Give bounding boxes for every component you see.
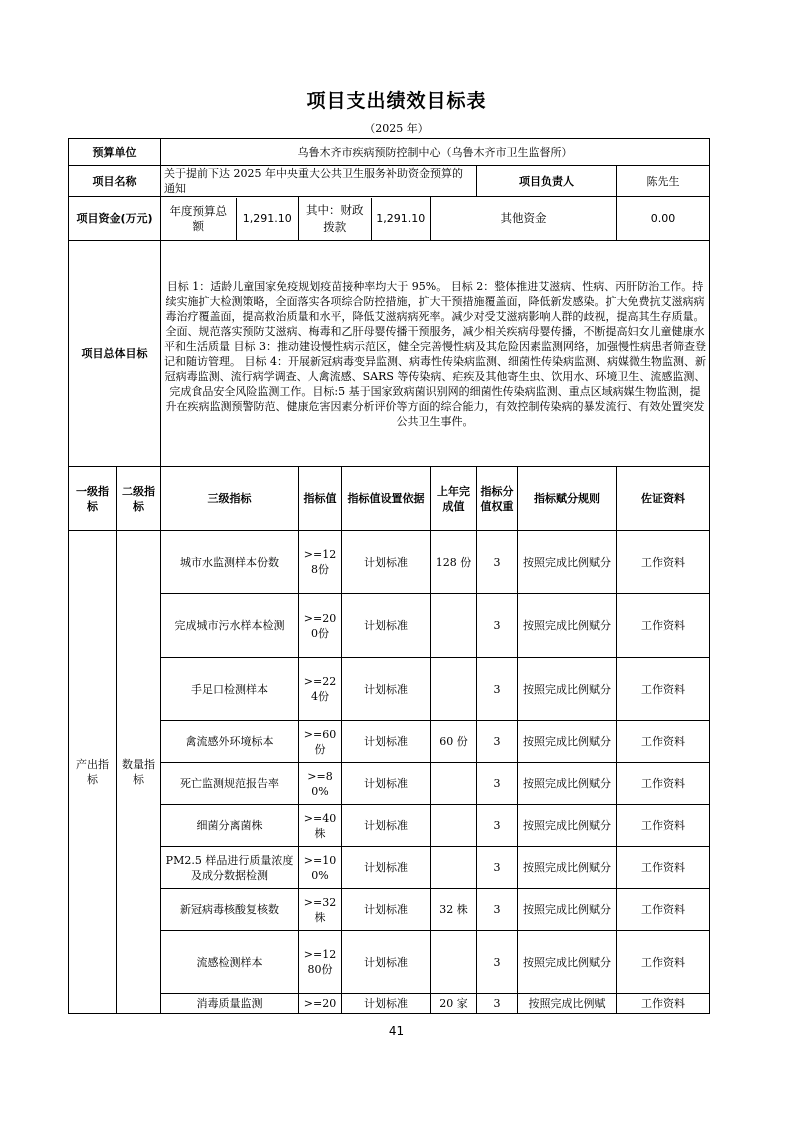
indicator-last-year (431, 805, 477, 847)
indicator-name: 细菌分离菌株 (161, 805, 299, 847)
indicator-last-year (431, 658, 477, 721)
indicator-rule: 按照完成比例赋分 (518, 594, 617, 658)
fiscal-label: 其中：财政拨款 (306, 202, 364, 234)
page-title: 项目支出绩效目标表 (306, 90, 487, 112)
table-row (69, 658, 710, 721)
header-rule: 指标赋分规则 (518, 467, 617, 531)
indicator-evidence: 工作资料 (617, 721, 710, 763)
indicator-evidence: 工作资料 (617, 594, 710, 658)
indicator-value: >=200份 (299, 594, 342, 658)
indicator-basis: 计划标准 (342, 594, 431, 658)
project-name-label: 项目名称 (69, 166, 161, 197)
goal-label: 项目总体目标 (69, 241, 161, 467)
table-row (69, 594, 710, 658)
unit-value: 乌鲁木齐市疾病预防控制中心（乌鲁木齐市卫生监督所） (161, 139, 710, 166)
year-label: （2025 年） (364, 122, 429, 135)
indicator-last-year (431, 847, 477, 889)
indicator-evidence: 工作资料 (617, 847, 710, 889)
indicator-rule: 按照完成比例赋分 (518, 847, 617, 889)
indicator-evidence: 工作资料 (617, 889, 710, 931)
manager-value: 陈先生 (617, 166, 710, 197)
header-row (69, 467, 710, 531)
indicator-basis: 计划标准 (342, 931, 431, 994)
indicator-name: 城市水监测样本份数 (161, 531, 299, 594)
manager-label: 项目负责人 (477, 166, 617, 197)
indicator-weight: 3 (477, 531, 518, 594)
table-row (69, 805, 710, 847)
indicator-weight: 3 (477, 594, 518, 658)
indicator-basis: 计划标准 (342, 889, 431, 931)
header-level3: 三级指标 (161, 467, 299, 531)
header-value: 指标值 (299, 467, 342, 531)
indicator-last-year: 60 份 (431, 721, 477, 763)
indicator-weight: 3 (477, 847, 518, 889)
level1-cell: 产出指标 (69, 531, 117, 1014)
indicator-value: >=60份 (299, 721, 342, 763)
indicator-weight: 3 (477, 658, 518, 721)
header-level2: 二级指标 (117, 467, 161, 531)
unit-label: 预算单位 (69, 139, 161, 166)
indicator-weight: 3 (477, 931, 518, 994)
goal-text: 目标 1：适龄儿童国家免疫规划疫苗接种率均大于 95%。 目标 2：整体推进艾滋病、性病、丙肝防治工作。持续实施扩大检测策略，全面落实各项综合防控措施，扩大干预措施覆盖面，降低新发感染。扩大免费抗艾滋病病毒治疗覆盖面，提高救治质量和水平，降低艾滋病病死率。减少对受艾滋病影响人群的歧视，提高其生存质量。全面、规范落实预防艾滋病、梅毒和乙肝母婴传播干预服务，减少相关疾病母婴传播，不断提高妇女儿童健康水平和生活质量 目标 3：推动建设慢性病示范区，健全完善慢性病及其危险因素监测网络，加强慢性病患者筛查登记和随访管理。 目标 4：开展新冠病毒变异监测、病毒性传染病监测、细菌性传染病监测、病媒微生物监测、新冠病毒监测、流行病学调查、人禽流感、SARS 等传染病、疟疾及其他寄生虫、饮用水、环境卫生、流感监测、完成食品安全风险监测工作。目标:5 基于国家致病菌识别网的细菌性传染病监测、重点区域病媒生物监测，提升在疾病监测预警防范、健康危害因素分析评价等方面的综合能力，有效控制传染病的暴发流行、有效处置突发公共卫生事件。 (161, 241, 710, 467)
indicator-rule: 按照完成比例赋分 (518, 721, 617, 763)
indicator-last-year (431, 763, 477, 805)
indicator-value: >=1280份 (299, 931, 342, 994)
goal-row (69, 241, 710, 467)
indicator-name: 禽流感外环境标本 (161, 721, 299, 763)
indicator-value: >=100% (299, 847, 342, 889)
header-evidence: 佐证资料 (617, 467, 710, 531)
table-row (69, 531, 710, 594)
indicator-name: 消毒质量监测 (161, 994, 299, 1014)
indicator-value: >=224份 (299, 658, 342, 721)
indicator-value: >=80% (299, 763, 342, 805)
indicator-basis: 计划标准 (342, 721, 431, 763)
indicator-evidence: 工作资料 (617, 658, 710, 721)
indicator-rule: 按照完成比例赋 (518, 994, 617, 1014)
annual-budget-value: 1,291.10 (242, 212, 292, 225)
funds-label: 项目资金(万元) (69, 197, 161, 241)
table-row (69, 994, 710, 1014)
indicator-basis: 计划标准 (342, 847, 431, 889)
indicator-evidence: 工作资料 (617, 805, 710, 847)
table-row (69, 847, 710, 889)
indicator-name: PM2.5 样品进行质量浓度及成分数据检测 (161, 847, 299, 889)
performance-table (68, 138, 710, 1014)
indicator-value: >=128份 (299, 531, 342, 594)
indicator-evidence: 工作资料 (617, 931, 710, 994)
project-name-row (69, 166, 710, 197)
indicator-rule: 按照完成比例赋分 (518, 763, 617, 805)
indicator-basis: 计划标准 (342, 805, 431, 847)
indicator-last-year: 32 株 (431, 889, 477, 931)
table-row (69, 763, 710, 805)
indicator-weight: 3 (477, 805, 518, 847)
indicator-name: 新冠病毒核酸复核数 (161, 889, 299, 931)
table-row (69, 721, 710, 763)
annual-budget-label: 年度预算总额 (161, 198, 236, 240)
page-number: 41 (388, 1024, 405, 1038)
project-name-value: 关于提前下达 2025 年中央重大公共卫生服务补助资金预算的通知 (161, 166, 477, 197)
indicator-evidence: 工作资料 (617, 994, 710, 1014)
annual-budget-cell (161, 197, 299, 241)
indicator-name: 流感检测样本 (161, 931, 299, 994)
indicator-weight: 3 (477, 889, 518, 931)
indicator-name: 死亡监测规范报告率 (161, 763, 299, 805)
fiscal-cell (299, 197, 431, 241)
indicator-rule: 按照完成比例赋分 (518, 889, 617, 931)
header-weight: 指标分值权重 (477, 467, 518, 531)
indicator-weight: 3 (477, 763, 518, 805)
indicator-last-year (431, 931, 477, 994)
indicator-rule: 按照完成比例赋分 (518, 658, 617, 721)
indicator-last-year (431, 594, 477, 658)
other-label: 其他资金 (431, 197, 617, 241)
indicator-rule: 按照完成比例赋分 (518, 531, 617, 594)
indicator-basis: 计划标准 (342, 658, 431, 721)
indicator-basis: 计划标准 (342, 994, 431, 1014)
indicator-value: >=32株 (299, 889, 342, 931)
header-last-year: 上年完成值 (431, 467, 477, 531)
indicator-value: >=20 (299, 994, 342, 1014)
indicator-rule: 按照完成比例赋分 (518, 931, 617, 994)
indicator-name: 完成城市污水样本检测 (161, 594, 299, 658)
unit-row (69, 139, 710, 166)
indicator-basis: 计划标准 (342, 531, 431, 594)
indicator-name: 手足口检测样本 (161, 658, 299, 721)
indicator-weight: 3 (477, 994, 518, 1014)
indicator-evidence: 工作资料 (617, 763, 710, 805)
header-level1: 一级指标 (69, 467, 117, 531)
indicator-weight: 3 (477, 721, 518, 763)
funds-row (69, 197, 710, 241)
indicator-last-year: 20 家 (431, 994, 477, 1014)
indicator-rule: 按照完成比例赋分 (518, 805, 617, 847)
table-row (69, 889, 710, 931)
table-row (69, 931, 710, 994)
fiscal-value: 1,291.10 (371, 198, 430, 240)
indicator-basis: 计划标准 (342, 763, 431, 805)
indicator-value: >=40株 (299, 805, 342, 847)
other-value: 0.00 (617, 197, 710, 241)
indicator-evidence: 工作资料 (617, 531, 710, 594)
header-basis: 指标值设置依据 (342, 467, 431, 531)
indicator-last-year: 128 份 (431, 531, 477, 594)
level2-cell: 数量指标 (117, 531, 161, 1014)
